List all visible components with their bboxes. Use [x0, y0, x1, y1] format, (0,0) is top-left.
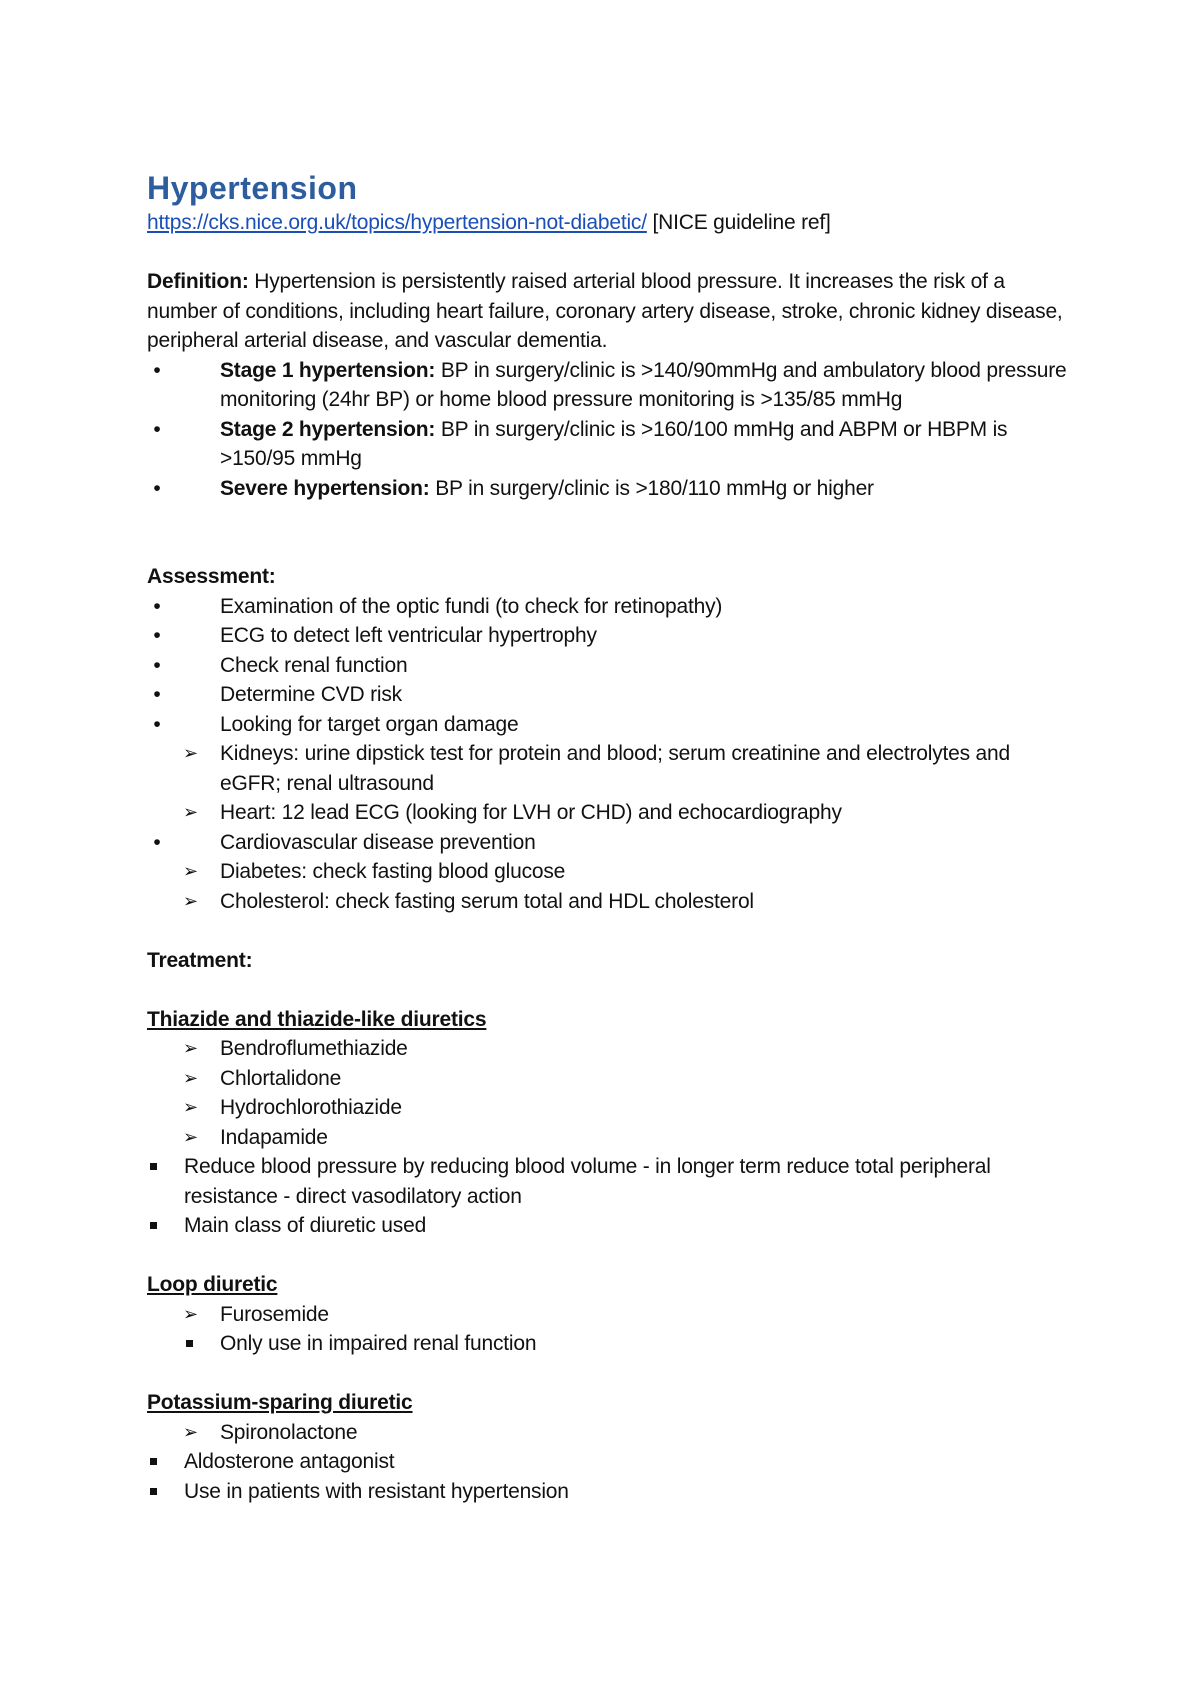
page-title: Hypertension [147, 170, 358, 206]
drug-note: Use in patients with resistant hypertension [147, 1477, 1067, 1507]
assessment-item: • Looking for target organ damage [147, 710, 1067, 740]
bullet-icon: • [153, 653, 161, 677]
drug-item: ➢ Bendroflumethiazide [147, 1034, 1067, 1064]
drug-note: Aldosterone antagonist [147, 1447, 1067, 1477]
bullet-icon: • [153, 830, 161, 854]
reference-note: [NICE guideline ref] [652, 211, 831, 234]
definition-paragraph [147, 267, 1067, 356]
organ-damage-item: ➢ Kidneys: urine dipstick test for protein and blood; serum creatinine and electrolytes and eGFR; renal ultrasound [147, 739, 1067, 798]
document-body [147, 168, 1067, 1506]
arrow-bullet-icon: ➢ [183, 890, 198, 911]
assessment-item: • Check renal function [147, 651, 1067, 681]
drug-note: Only use in impaired renal function [147, 1329, 1067, 1359]
organ-damage-item: ➢ Heart: 12 lead ECG (looking for LVH or CHD) and echocardiography [147, 798, 1067, 828]
bullet-icon: • [153, 624, 161, 647]
bullet-icon: • [153, 712, 161, 736]
bullet-icon: • [153, 476, 161, 500]
drug-item: ➢ Hydrochlorothiazide [147, 1093, 1067, 1123]
square-bullet-icon [150, 1458, 157, 1465]
stage-item [147, 356, 1067, 415]
bullet-icon: • [153, 683, 161, 706]
stage-item [147, 474, 1067, 504]
arrow-bullet-icon: ➢ [183, 743, 198, 763]
square-bullet-icon [150, 1488, 157, 1495]
square-bullet-icon [186, 1340, 193, 1347]
cvd-item: ➢ Diabetes: check fasting blood glucose [147, 857, 1067, 887]
bullet-icon: • [153, 594, 161, 618]
drug-item: ➢ Indapamide [147, 1123, 1067, 1153]
arrow-bullet-icon: ➢ [183, 861, 198, 881]
drug-item: ➢ Furosemide [147, 1300, 1067, 1330]
definition-label: Definition: [147, 270, 249, 293]
stage-label: Stage 1 hypertension: [220, 358, 436, 382]
stage-text: BP in surgery/clinic is >180/110 mmHg or higher [435, 476, 874, 500]
stage-label: Severe hypertension: [220, 476, 430, 500]
drug-item: ➢ Spironolactone [147, 1418, 1067, 1448]
arrow-bullet-icon: ➢ [183, 1038, 198, 1058]
drug-note: Main class of diuretic used [147, 1211, 1067, 1241]
drug-item: ➢ Chlortalidone [147, 1064, 1067, 1094]
assessment-item: • Determine CVD risk [147, 680, 1067, 710]
assessment-item: • ECG to detect left ventricular hypertrophy [147, 621, 1067, 651]
definition-text: Hypertension is persistently raised arterial blood pressure. It increases the risk of a number of conditions, including heart failure, coronary artery disease, stroke, chronic kidney disease, peripheral arterial disease, and vascular dementia. [147, 270, 1063, 352]
loop-heading: Loop diuretic [147, 1273, 278, 1296]
treatment-heading: Treatment: [147, 948, 253, 972]
arrow-bullet-icon: ➢ [183, 1303, 198, 1324]
arrow-bullet-icon: ➢ [183, 1421, 198, 1442]
bullet-icon: • [153, 417, 161, 441]
stage-text: BP in surgery/clinic is >160/100 mmHg and ABPM or HBPM is >150/95 mmHg [220, 417, 1008, 470]
arrow-bullet-icon: ➢ [183, 1067, 198, 1088]
square-bullet-icon [150, 1222, 157, 1229]
square-bullet-icon [150, 1163, 157, 1170]
arrow-bullet-icon: ➢ [183, 802, 198, 822]
thiazide-heading: Thiazide and thiazide-like diuretics [147, 1007, 487, 1031]
potassium-heading: Potassium-sparing diuretic [147, 1391, 413, 1414]
reference-line [147, 208, 1067, 238]
drug-note: Reduce blood pressure by reducing blood volume - in longer term reduce total peripheral resistance - direct vasodilatory action [147, 1152, 1067, 1211]
stage-text: BP in surgery/clinic is >140/90mmHg and ambulatory blood pressure monitoring (24hr BP) or home blood pressure monitoring is >135/85 mmHg [220, 358, 1067, 411]
arrow-bullet-icon: ➢ [183, 1126, 198, 1147]
bullet-icon: • [153, 358, 161, 382]
assessment-item: • Examination of the optic fundi (to check for retinopathy) [147, 592, 1067, 622]
stage-item [147, 415, 1067, 474]
cvd-item: ➢ Cholesterol: check fasting serum total and HDL cholesterol [147, 887, 1067, 917]
stage-label: Stage 2 hypertension: [220, 417, 436, 441]
assessment-heading: Assessment: [147, 565, 276, 588]
arrow-bullet-icon: ➢ [183, 1097, 198, 1117]
nice-link[interactable]: https://cks.nice.org.uk/topics/hypertension-not-diabetic/ [147, 211, 647, 234]
assessment-item: • Cardiovascular disease prevention [147, 828, 1067, 858]
